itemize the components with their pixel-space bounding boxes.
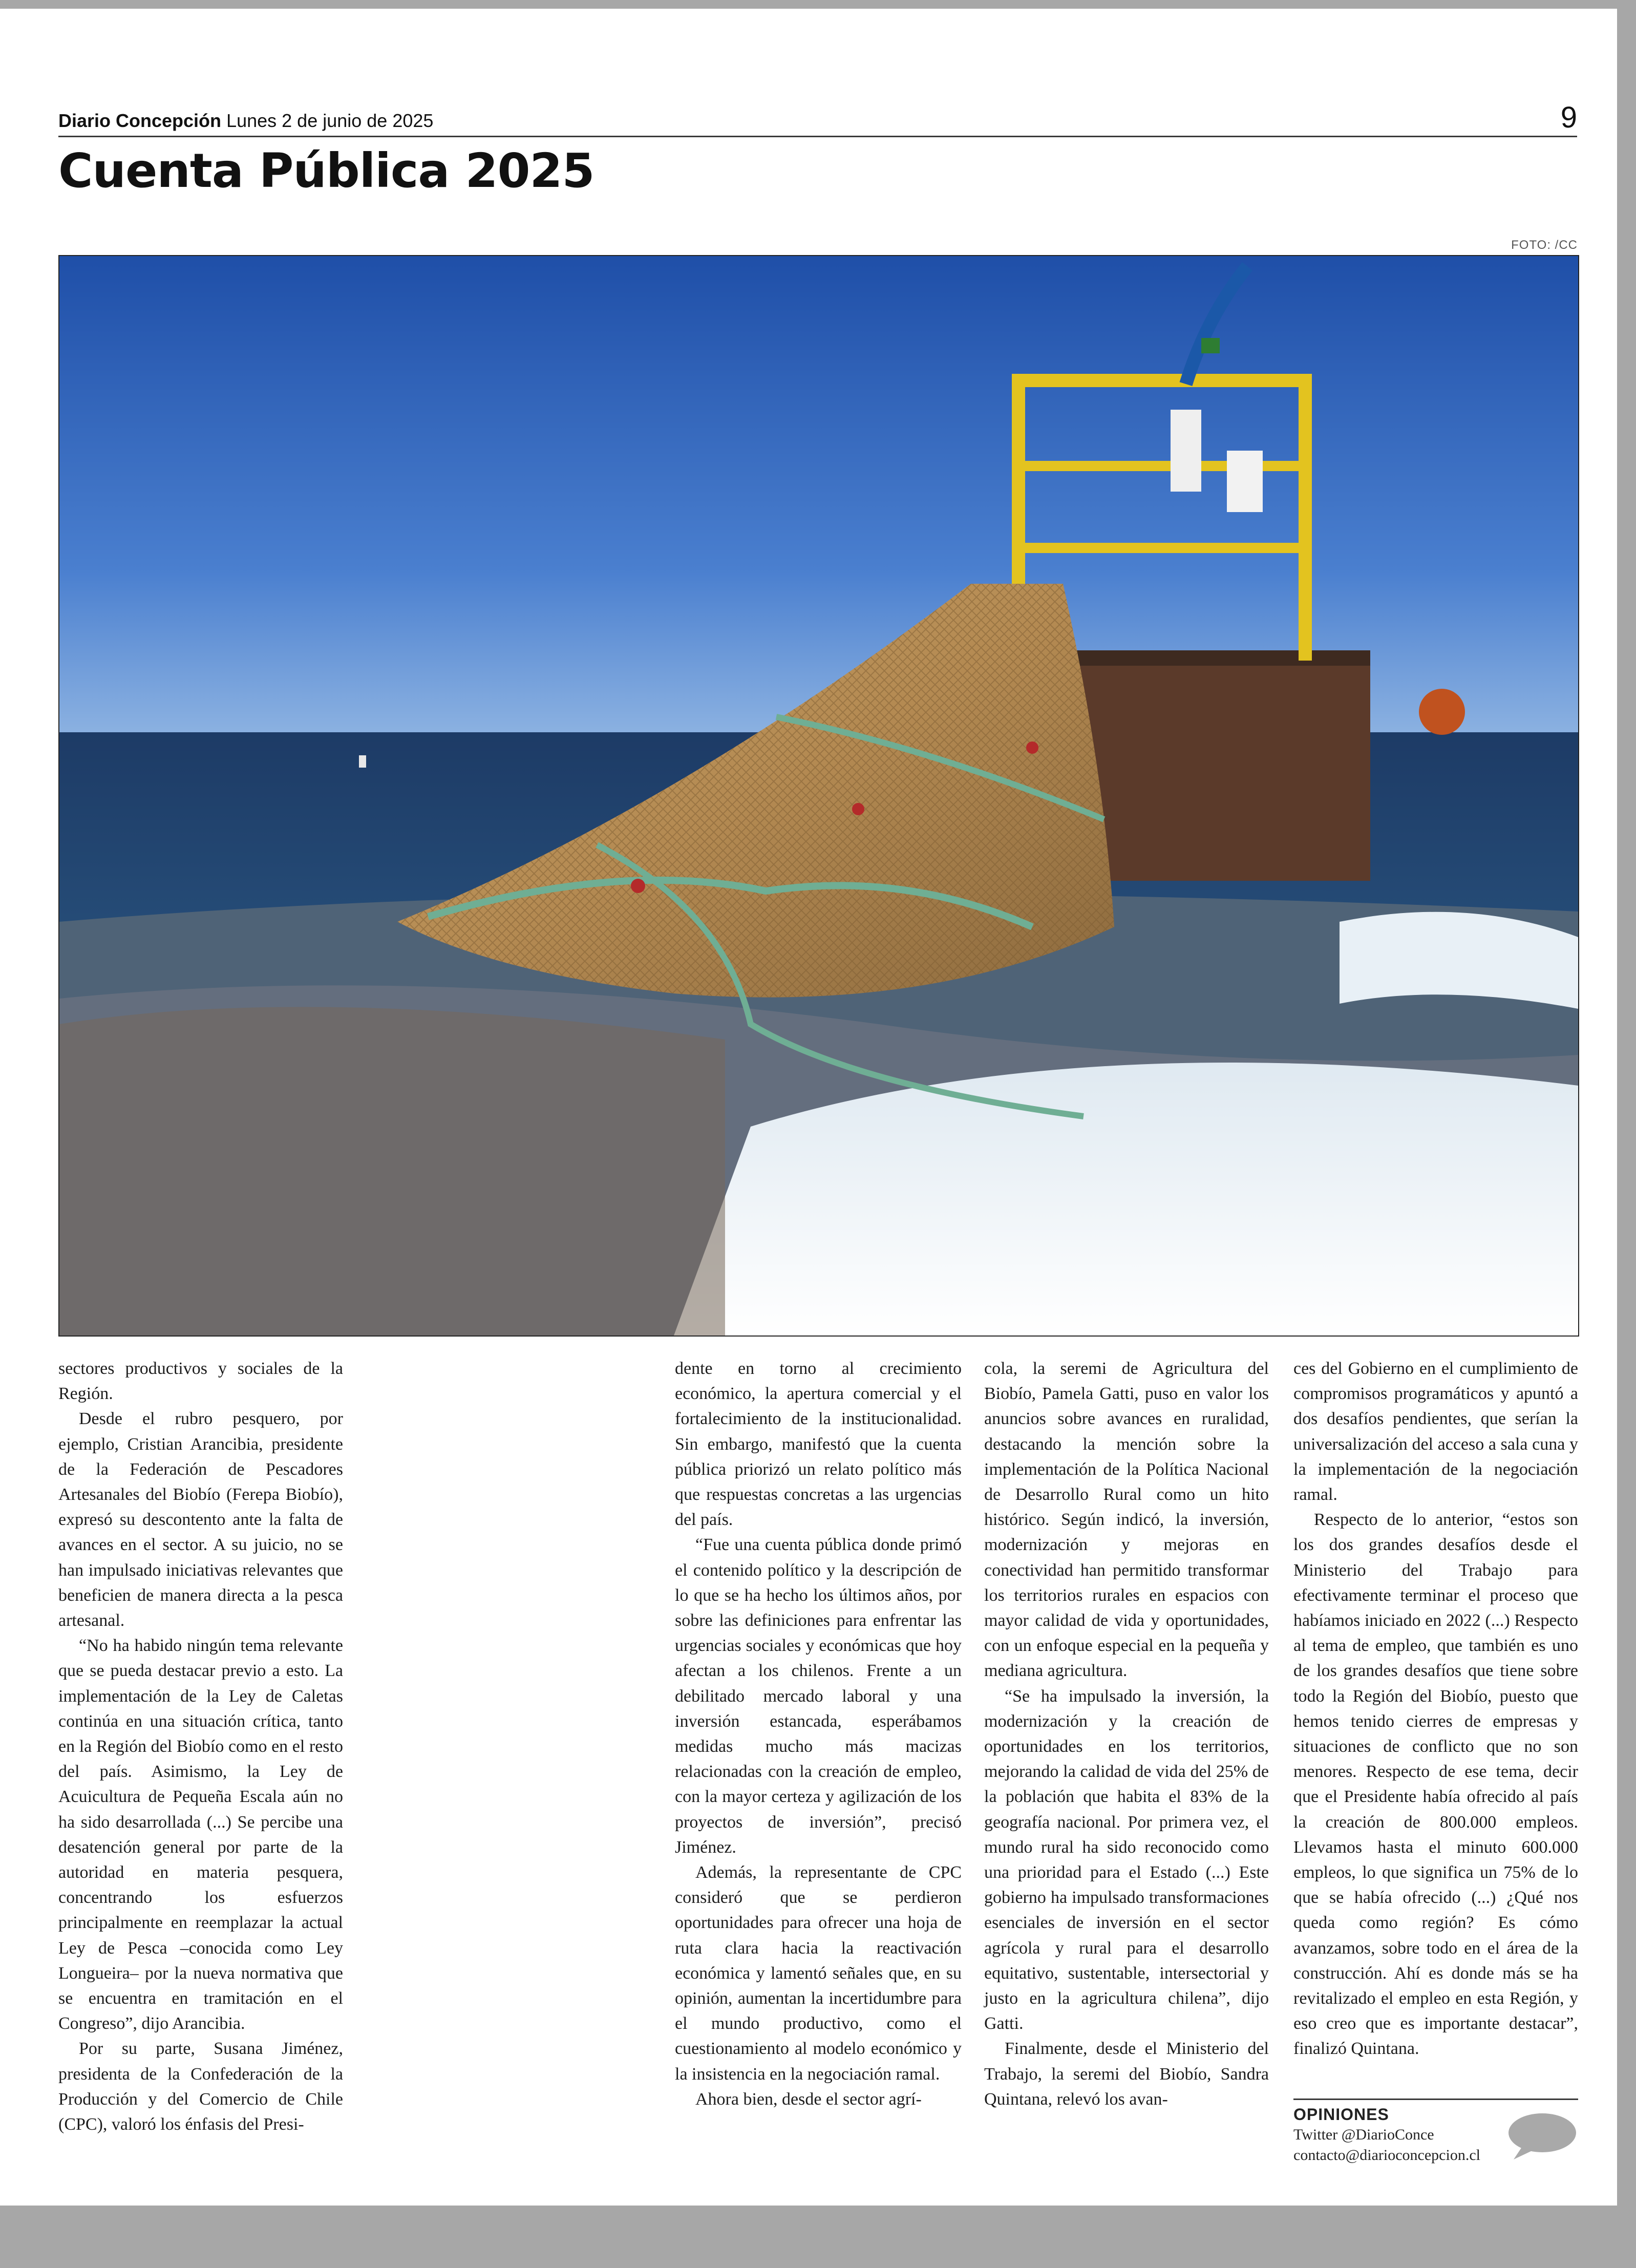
paragraph: Desde el rubro pesquero, por ejemplo, Cristian Arancibia, presidente de la Federación de Pescadores Artesanales del Biobío (Ferepa Biobío), expresó su descontento ante la falta de avances en el sector. A su juicio, no se han impulsado iniciativas relevantes que beneficien de manera directa a la pesca artesanal. — [58, 1409, 343, 1630]
opinions-heading: OPINIONES — [1293, 2105, 1389, 2124]
paragraph: sectores productivos y sociales de la Región. — [58, 1359, 343, 1404]
paragraph: Respecto de lo anterior, “estos son los dos grandes desafíos desde el Ministerio del Trabajo para efectivamente terminar el proceso que habíamos iniciado en 2022 (...) Respecto al tema de empleo, que también es uno de los grandes desafíos que tiene sobre todo la Región del Biobío, puesto que hemos tenido cierres de empresas y situaciones de conflicto que no son menores. Respecto de ese tema, decir que el Presidente había ofrecido al país la creación de 800.000 empleos. Llevamos hasta el minuto 600.000 empleos, lo que significa un 75% de lo que se había ofrecido (...) ¿Qué nos queda como región? Es cómo avanzamos, sobre todo en el área de la construcción. Ahí es donde más se ha revitalizado el empleo en esta Región, y eso creo que es importante destacar”, finalizó Quintana. — [1293, 1510, 1578, 2059]
paragraph: cola, la seremi de Agricultura del Biobío, Pamela Gatti, puso en valor los anuncios sobre avances en ruralidad, destacando la mención sobre la implementación de la Política Nacional de Desarrollo Rural como un hito histórico. Según indicó, la inversión, modernización y mejoras en conectividad han permitido transformar los territorios rurales en espacios con mayor calidad de vida y oportunidades, con un enfoque especial en la pequeña y mediana agricultura. — [984, 1359, 1269, 1681]
paragraph: Finalmente, desde el Ministerio del Trabajo, la seremi del Biobío, Sandra Quintana, relevó los avan- — [984, 2039, 1269, 2109]
masthead — [58, 101, 1577, 137]
article-column-3 — [984, 1356, 1269, 2112]
section-title: Cuenta Pública 2025 — [58, 143, 594, 198]
paragraph: ces del Gobierno en el cumplimiento de compromisos programáticos y apuntó a dos desafíos pendientes, que serían la universalización del acceso a sala cuna y la implementación de la negociación ramal. — [1293, 1359, 1578, 1504]
page-number: 9 — [1560, 101, 1577, 134]
paragraph: Ahora bien, desde el sector agrí- — [695, 2089, 922, 2109]
speech-bubble-icon — [1506, 2111, 1578, 2160]
paragraph: “Se ha impulsado la inversión, la modernización y la creación de oportunidades en los territorios, mejorando la calidad de vida del 25% de la población que habita el 83% de la geografía nacional. Por primera vez, el mundo rural ha sido reconocido como una prioridad para el Estado (...) Este gobierno ha impulsado transformaciones esenciales de inversión en el sector agrícola y rural para el desarrollo equitativo, sustentable, intersectorial y justo en la agricultura chilena”, dijo Gatti. — [984, 1686, 1269, 2033]
paragraph: Por su parte, Susana Jiménez, presidenta de la Confederación de la Producción y del Comercio de Chile (CPC), valoró los énfasis del Presi- — [58, 2039, 343, 2134]
issue-date: Lunes 2 de junio de 2025 — [226, 110, 434, 131]
paper-name: Diario Concepción — [58, 110, 222, 131]
trawler-photo — [58, 255, 1579, 1337]
paragraph: dente en torno al crecimiento económico, la apertura comercial y el fortalecimiento de la institucionalidad. Sin embargo, manifestó que la cuenta pública priorizó un relato político más que respuestas concretas a las urgencias del país. — [675, 1359, 962, 1530]
twitter-handle[interactable]: Twitter @DiarioConce — [1293, 2126, 1434, 2143]
photo-credit: FOTO: /CC — [1511, 238, 1578, 252]
paragraph: Además, la representante de CPC consideró que se perdieron oportunidades para ofrecer una hoja de ruta clara hacia la reactivación económica y lamentó señales que, en su opinión, aumentan la incertidumbre para el mundo productivo, como el cuestionamiento al modelo económico y la insistencia en la negociación ramal. — [675, 1863, 962, 2084]
article-column-2 — [675, 1356, 962, 2112]
trawler-illustration — [59, 256, 1578, 1336]
opinions-box — [1293, 2099, 1578, 2166]
paragraph: “Fue una cuenta pública donde primó el contenido político y la descripción de lo que se ha hecho los últimos años, por sobre las definiciones para enfrentar las urgencias sociales y económicas que hoy afectan a los chilenos. Frente a un debilitado mercado laboral y una inversión estancada, esperábamos medidas mucho más macizas relacionadas con la creación de empleo, con la mayor certeza y agilización de los proyectos de inversión”, precisó Jiménez. — [675, 1535, 962, 1857]
paragraph: “No ha habido ningún tema relevante que se pueda destacar previo a esto. La implementación de la Ley de Caletas continúa en una situación crítica, tanto en la Región del Biobío como en el resto del país. Asimismo, la Ley de Acuicultura de Pequeña Escala aún no ha sido desarrollada (...) Se percibe una desatención general por parte de la autoridad en materia pesquera, concentrando los esfuerzos principalmente en reemplazar la actual Ley de Pesca –conocida como Ley Longueira– por la nueva normativa que se encuentra en tramitación en el Congreso”, dijo Arancibia. — [58, 1636, 343, 2033]
contact-email[interactable]: contacto@diarioconcepcion.cl — [1293, 2147, 1480, 2164]
masthead-paper-date — [58, 110, 433, 132]
article-column-4 — [1293, 1356, 1578, 2062]
article-column-1 — [58, 1356, 343, 2137]
